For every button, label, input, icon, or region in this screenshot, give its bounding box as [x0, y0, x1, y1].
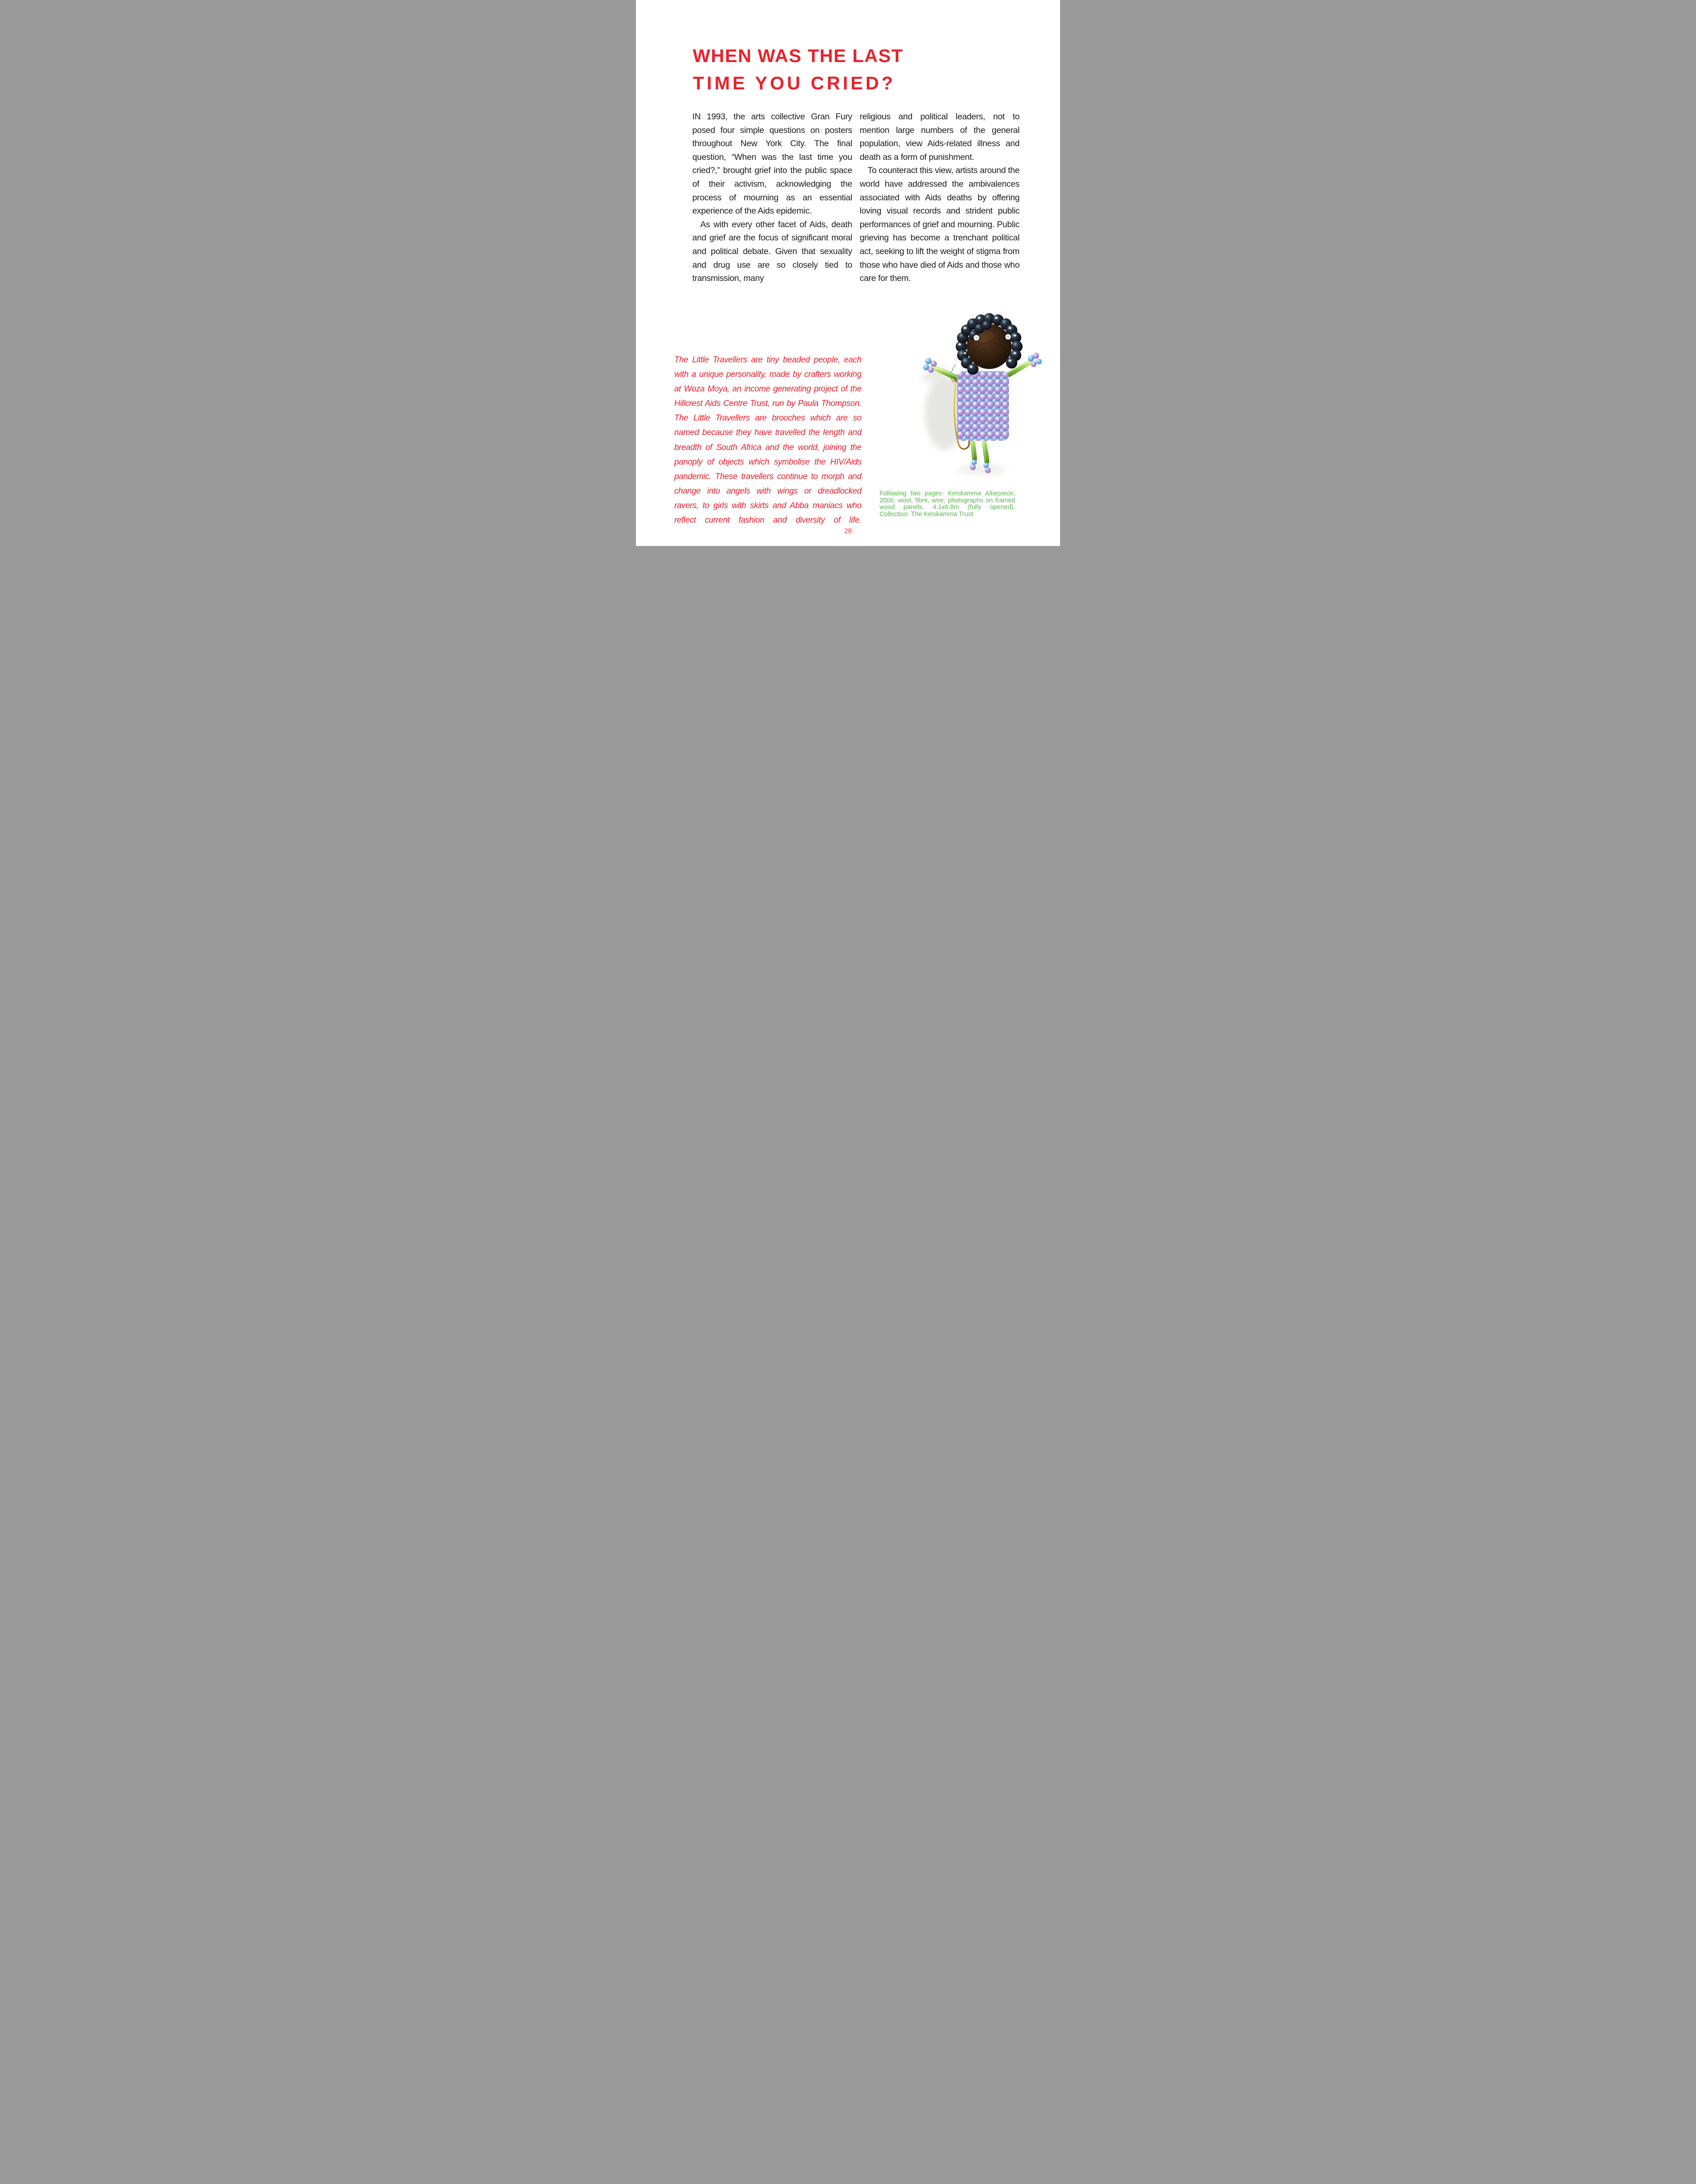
- little-travellers-note: The Little Travellers are tiny beaded people, each with a unique personality, made by crafters working at Woza Moya, an income generating project of the Hillcrest Aids Centre Trust, run by Paula Thompson. The Little Travellers are brooches which are so named because they have travelled the length and breadth of South Africa and the world, joining the panoply of objects which symbolise the HIV/Aids pandemic. These travellers continue to morph and change into angels with wings or dreadlocked ravers, to girls with skirts and Abba maniacs who reflect current fashion and diversity of life.: [674, 355, 861, 525]
- title-line-1: WHEN WAS THE LAST: [693, 45, 904, 66]
- image-caption: [879, 491, 1015, 518]
- paragraph-2: As with every other facet of Aids, death and grief are the focus of significant moral and political debate. Given that sexuality and drug use are so closely tied to transmission, many: [692, 219, 852, 284]
- paragraph-4: To counteract this view, artists around the world have addressed the ambivalences associated with Aids deaths by offering loving visual records and strident public performances of grief and mourning. Public grieving has become a trenchant political act, seeking to lift the weight of stigma from those who have died of Aids and those who care for them.: [860, 166, 1020, 284]
- caption-artwork-title: Keiskamma Altarpiece: [948, 490, 1013, 497]
- paragraph-3: religious and political leaders, not to mention large numbers of the general population, view Aids-related illness and death as a form of punishment.: [860, 112, 1020, 162]
- beaded-doll-photo: [916, 313, 1045, 481]
- paragraph-1: IN 1993, the arts collective Gran Fury posed four simple questions on posters throughout New York City. The final question, “When was the last time you cried?,” brought grief into the public space of their activism, acknowledging the process of mourning as an essential experience of the Aids epidemic.: [692, 112, 852, 216]
- caption-prefix: Following two pages:: [879, 490, 948, 497]
- article-title: [693, 47, 903, 92]
- body-column-right: [860, 110, 1020, 285]
- beaded-doll-illustration: [916, 313, 1045, 481]
- page-number: 28: [844, 527, 852, 535]
- title-line-2: TIME YOU CRIED?: [693, 73, 896, 93]
- magazine-page: [636, 0, 1060, 546]
- caption-rest: , 2006, wool, fibre, wire, photographs on framed wood panels, 4.1x6.8m (fully opened). Collection: The Keiskamma Trust: [879, 490, 1015, 518]
- body-column-left: [692, 110, 852, 285]
- doll-body: [957, 357, 1009, 441]
